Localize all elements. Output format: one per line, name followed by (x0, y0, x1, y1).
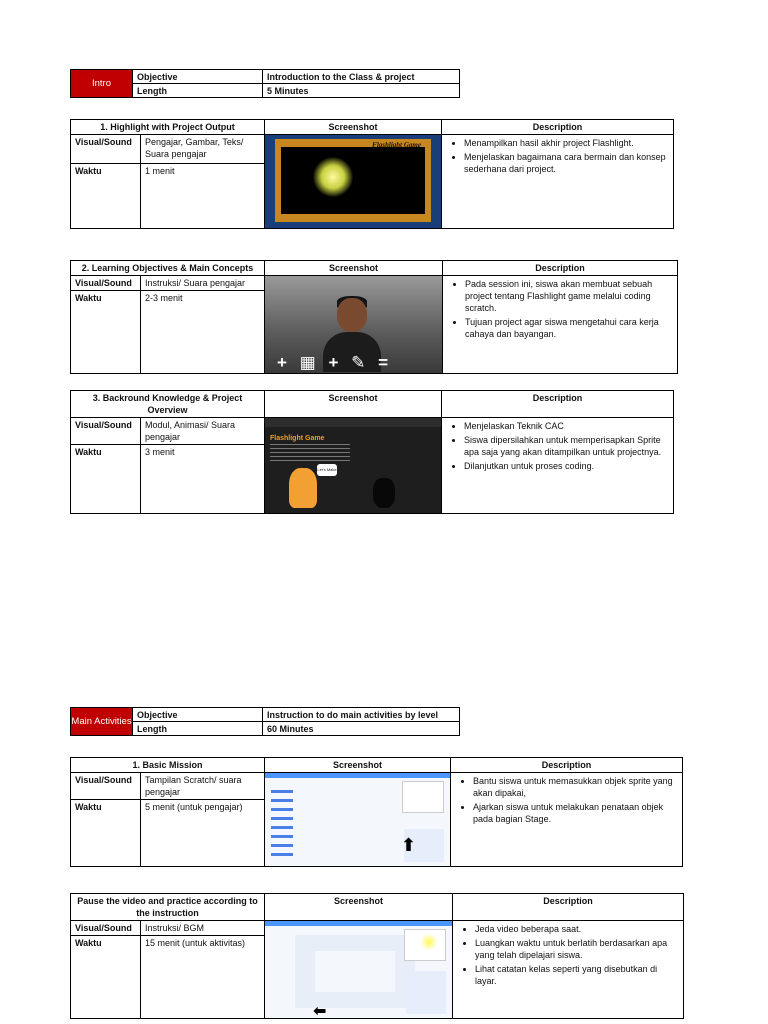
waktu-label: Waktu (71, 936, 141, 1019)
description-item: • Dilanjutkan untuk proses coding. (464, 460, 669, 472)
thumbnail-caption: Flashlight Game (372, 141, 421, 149)
section-highlight-table (70, 119, 674, 229)
main-tag: Main Activities (71, 708, 133, 736)
main-header-table (70, 707, 460, 736)
visual-sound-value: Tampilan Scratch/ suara pengajar (141, 773, 265, 800)
main-objective-value: Instruction to do main activities by level (263, 708, 460, 722)
section-basic-mission-table (70, 757, 683, 867)
screenshot-header: Screenshot (265, 391, 442, 418)
description-header: Description (442, 391, 674, 418)
section-background-table (70, 390, 674, 514)
description-item: • Ajarkan siswa untuk melakukan penataan objek pada bagian Stage. (473, 801, 678, 825)
visual-sound-label: Visual/Sound (71, 921, 141, 936)
thumbnail-image (265, 418, 441, 513)
description-item: • Bantu siswa untuk memasukkan objek sprite yang akan dipakai, (473, 775, 678, 799)
intro-objective-value: Introduction to the Class & project (263, 70, 460, 84)
arrow-up-icon: ⬆ (400, 835, 416, 855)
screenshot-header: Screenshot (265, 120, 442, 135)
intro-length-label: Length (133, 84, 263, 98)
main-objective-label: Objective (133, 708, 263, 722)
visual-sound-value: Instruksi/ BGM (141, 921, 265, 936)
visual-sound-label: Visual/Sound (71, 773, 141, 800)
thumbnail-image (265, 276, 442, 373)
description-header: Description (442, 120, 674, 135)
description-cell (442, 135, 674, 229)
intro-length-value: 5 Minutes (263, 84, 460, 98)
waktu-value: 15 menit (untuk aktivitas) (141, 936, 265, 1019)
description-item: • Siswa dipersilahkan untuk memperisapkan Sprite apa saja yang akan ditampilkan untuk projectnya. (464, 434, 669, 458)
visual-sound-value: Instruksi/ Suara pengajar (141, 276, 265, 291)
description-cell (443, 276, 678, 374)
description-item: • Menjelaskan Teknik CAC (464, 420, 669, 432)
waktu-value: 5 menit (untuk pengajar) (141, 800, 265, 867)
screenshot-scratch-editor (265, 773, 451, 867)
waktu-value: 3 menit (141, 445, 265, 514)
description-item: • Pada session ini, siswa akan membuat sebuah project tentang Flashlight game melalui coding scratch. (465, 278, 673, 314)
main-length-label: Length (133, 722, 263, 736)
screenshot-header: Screenshot (265, 758, 451, 773)
screenshot-presenter (265, 276, 443, 374)
thumbnail-caption: Flashlight Game (270, 435, 325, 442)
screenshot-header: Screenshot (265, 894, 453, 921)
screenshot-header: Screenshot (265, 261, 443, 276)
arrow-left-icon: ⬅ (313, 1003, 327, 1019)
screenshot-project-overview (265, 418, 442, 514)
description-cell (451, 773, 683, 867)
description-cell (442, 418, 674, 514)
intro-objective-label: Objective (133, 70, 263, 84)
waktu-value: 1 menit (141, 164, 265, 229)
description-item: • Lihat catatan kelas seperti yang disebutkan di layar. (475, 963, 679, 987)
main-length-value: 60 Minutes (263, 722, 460, 736)
description-item: • Luangkan waktu untuk berlatih berdasarkan apa yang telah dipelajari siswa. (475, 937, 679, 961)
description-header: Description (453, 894, 684, 921)
screenshot-flashlight-game (265, 135, 442, 229)
section-title: 2. Learning Objectives & Main Concepts (71, 261, 265, 276)
visual-sound-label: Visual/Sound (71, 276, 141, 291)
screenshot-practice (265, 921, 453, 1019)
thumbnail-image (265, 921, 452, 1018)
thumbnail-caption: + ▦ + ✎ = (277, 353, 392, 372)
waktu-value: 2-3 menit (141, 291, 265, 374)
section-title: Pause the video and practice according to the instruction (71, 894, 265, 921)
waktu-label: Waktu (71, 445, 141, 514)
visual-sound-label: Visual/Sound (71, 418, 141, 445)
intro-header-table (70, 69, 460, 98)
intro-tag: Intro (71, 70, 133, 98)
description-item: • Menampilkan hasil akhir project Flashlight. (464, 137, 669, 149)
description-header: Description (443, 261, 678, 276)
description-item: • Jeda video beberapa saat. (475, 923, 679, 935)
thumbnail-image (265, 773, 450, 866)
section-pause-practice-table (70, 893, 684, 1019)
visual-sound-label: Visual/Sound (71, 135, 141, 164)
section-title: 1. Highlight with Project Output (71, 120, 265, 135)
section-title: 1. Basic Mission (71, 758, 265, 773)
description-item: • Menjelaskan bagaimana cara bermain dan konsep sederhana dari project. (464, 151, 669, 175)
section-title: 3. Backround Knowledge & Project Overview (71, 391, 265, 418)
description-cell (453, 921, 684, 1019)
waktu-label: Waktu (71, 164, 141, 229)
description-item: • Tujuan project agar siswa mengetahui cara kerja cahaya dan bayangan. (465, 316, 673, 340)
waktu-label: Waktu (71, 291, 141, 374)
description-header: Description (451, 758, 683, 773)
thumbnail-bubble: Let's Make it! (317, 464, 337, 476)
visual-sound-value: Pengajar, Gambar, Teks/ Suara pengajar (141, 135, 265, 164)
visual-sound-value: Modul, Animasi/ Suara pengajar (141, 418, 265, 445)
thumbnail-image (265, 135, 441, 228)
section-objectives-table (70, 260, 678, 374)
waktu-label: Waktu (71, 800, 141, 867)
